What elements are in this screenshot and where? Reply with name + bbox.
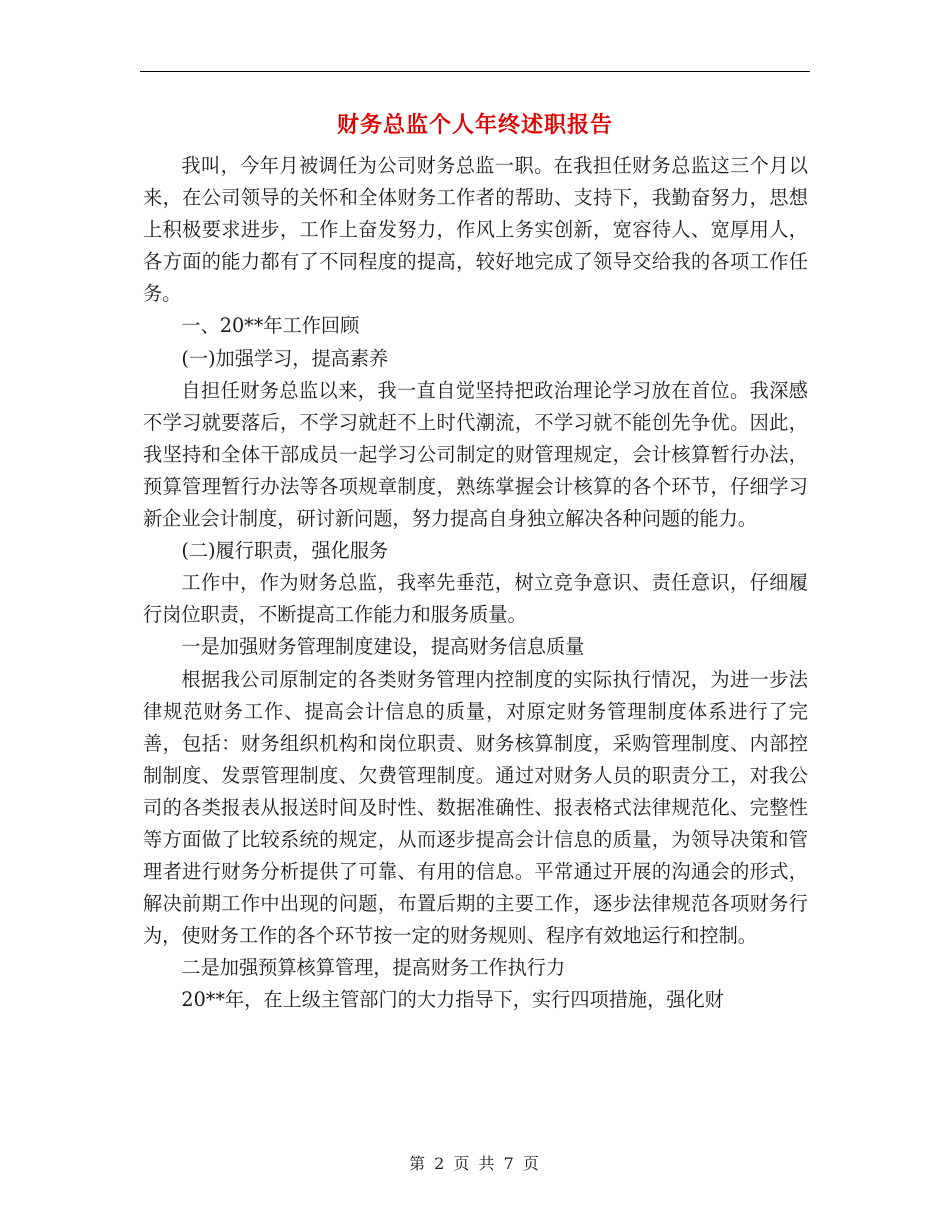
paragraph-system-building: 根据我公司原制定的各类财务管理内控制度的实际执行情况，为进一步法律规范财务工作、提高会计信息的质量，对原定财务管理制度体系进行了完善，包括：财务组织机构和岗位职责、财务核算制度，采购管理制度、内部控制制度、发票管理制度、欠费管理制度。通过对财务人员的职责分工，对我公司的各类报表从报送时间及时性、数据准确性、报表格式法律规范化、完整性等方面做了比较系统的规定，从而逐步提高会计信息的质量，为领导决策和管理者进行财务分析提供了可靠、有用的信息。平常通过开展的沟通会的形式，解决前期工作中出现的问题，布置后期的主要工作，逐步法律规范各项财务行为，使财务工作的各个环节按一定的财务规则、程序有效地运行和控制。 [143,667,808,948]
paragraph-study: 自担任财务总监以来，我一直自觉坚持把政治理论学习放在首位。我深感不学习就要落后，不学习就赶不上时代潮流，不学习就不能创先争优。因此，我坚持和全体干部成员一起学习公司制定的财管理规定，会计核算暂行办法，预算管理暂行办法等各项规章制度，熟练掌握会计核算的各个环节，仔细学习新企业会计制度，研讨新问题，努力提高自身独立解决各种问题的能力。 [143,378,808,531]
document-body [143,150,808,1017]
paragraph-budget: 20**年，在上级主管部门的大力指导下，实行四项措施，强化财 [181,988,724,1012]
subheading-duties: (二)履行职责，强化服务 [181,539,389,563]
subheading-study: (一)加强学习，提高素养 [181,346,389,370]
subheading-system-building: 一是加强财务管理制度建设，提高财务信息质量 [181,635,585,659]
page-number-footer: 第 2 页 共 7 页 [409,1154,541,1173]
paragraph-duties: 工作中，作为财务总监，我率先垂范，树立竞争意识、责任意识，仔细履行岗位职责，不断提高工作能力和服务质量。 [143,571,808,627]
paragraph-intro: 我叫，今年月被调任为公司财务总监一职。在我担任财务总监这三个月以来，在公司领导的关怀和全体财务工作者的帮助、支持下，我勤奋努力，思想上积极要求进步，工作上奋发努力，作风上务实创新，宽容待人、宽厚用人，各方面的能力都有了不同程度的提高，较好地完成了领导交给我的各项工作任务。 [143,154,808,306]
document-title: 财务总监个人年终述职报告 [336,112,613,138]
subheading-budget: 二是加强预算核算管理，提高财务工作执行力 [181,956,566,980]
header-rule [140,71,810,72]
section-heading-review: 一、20**年工作回顾 [181,314,360,338]
